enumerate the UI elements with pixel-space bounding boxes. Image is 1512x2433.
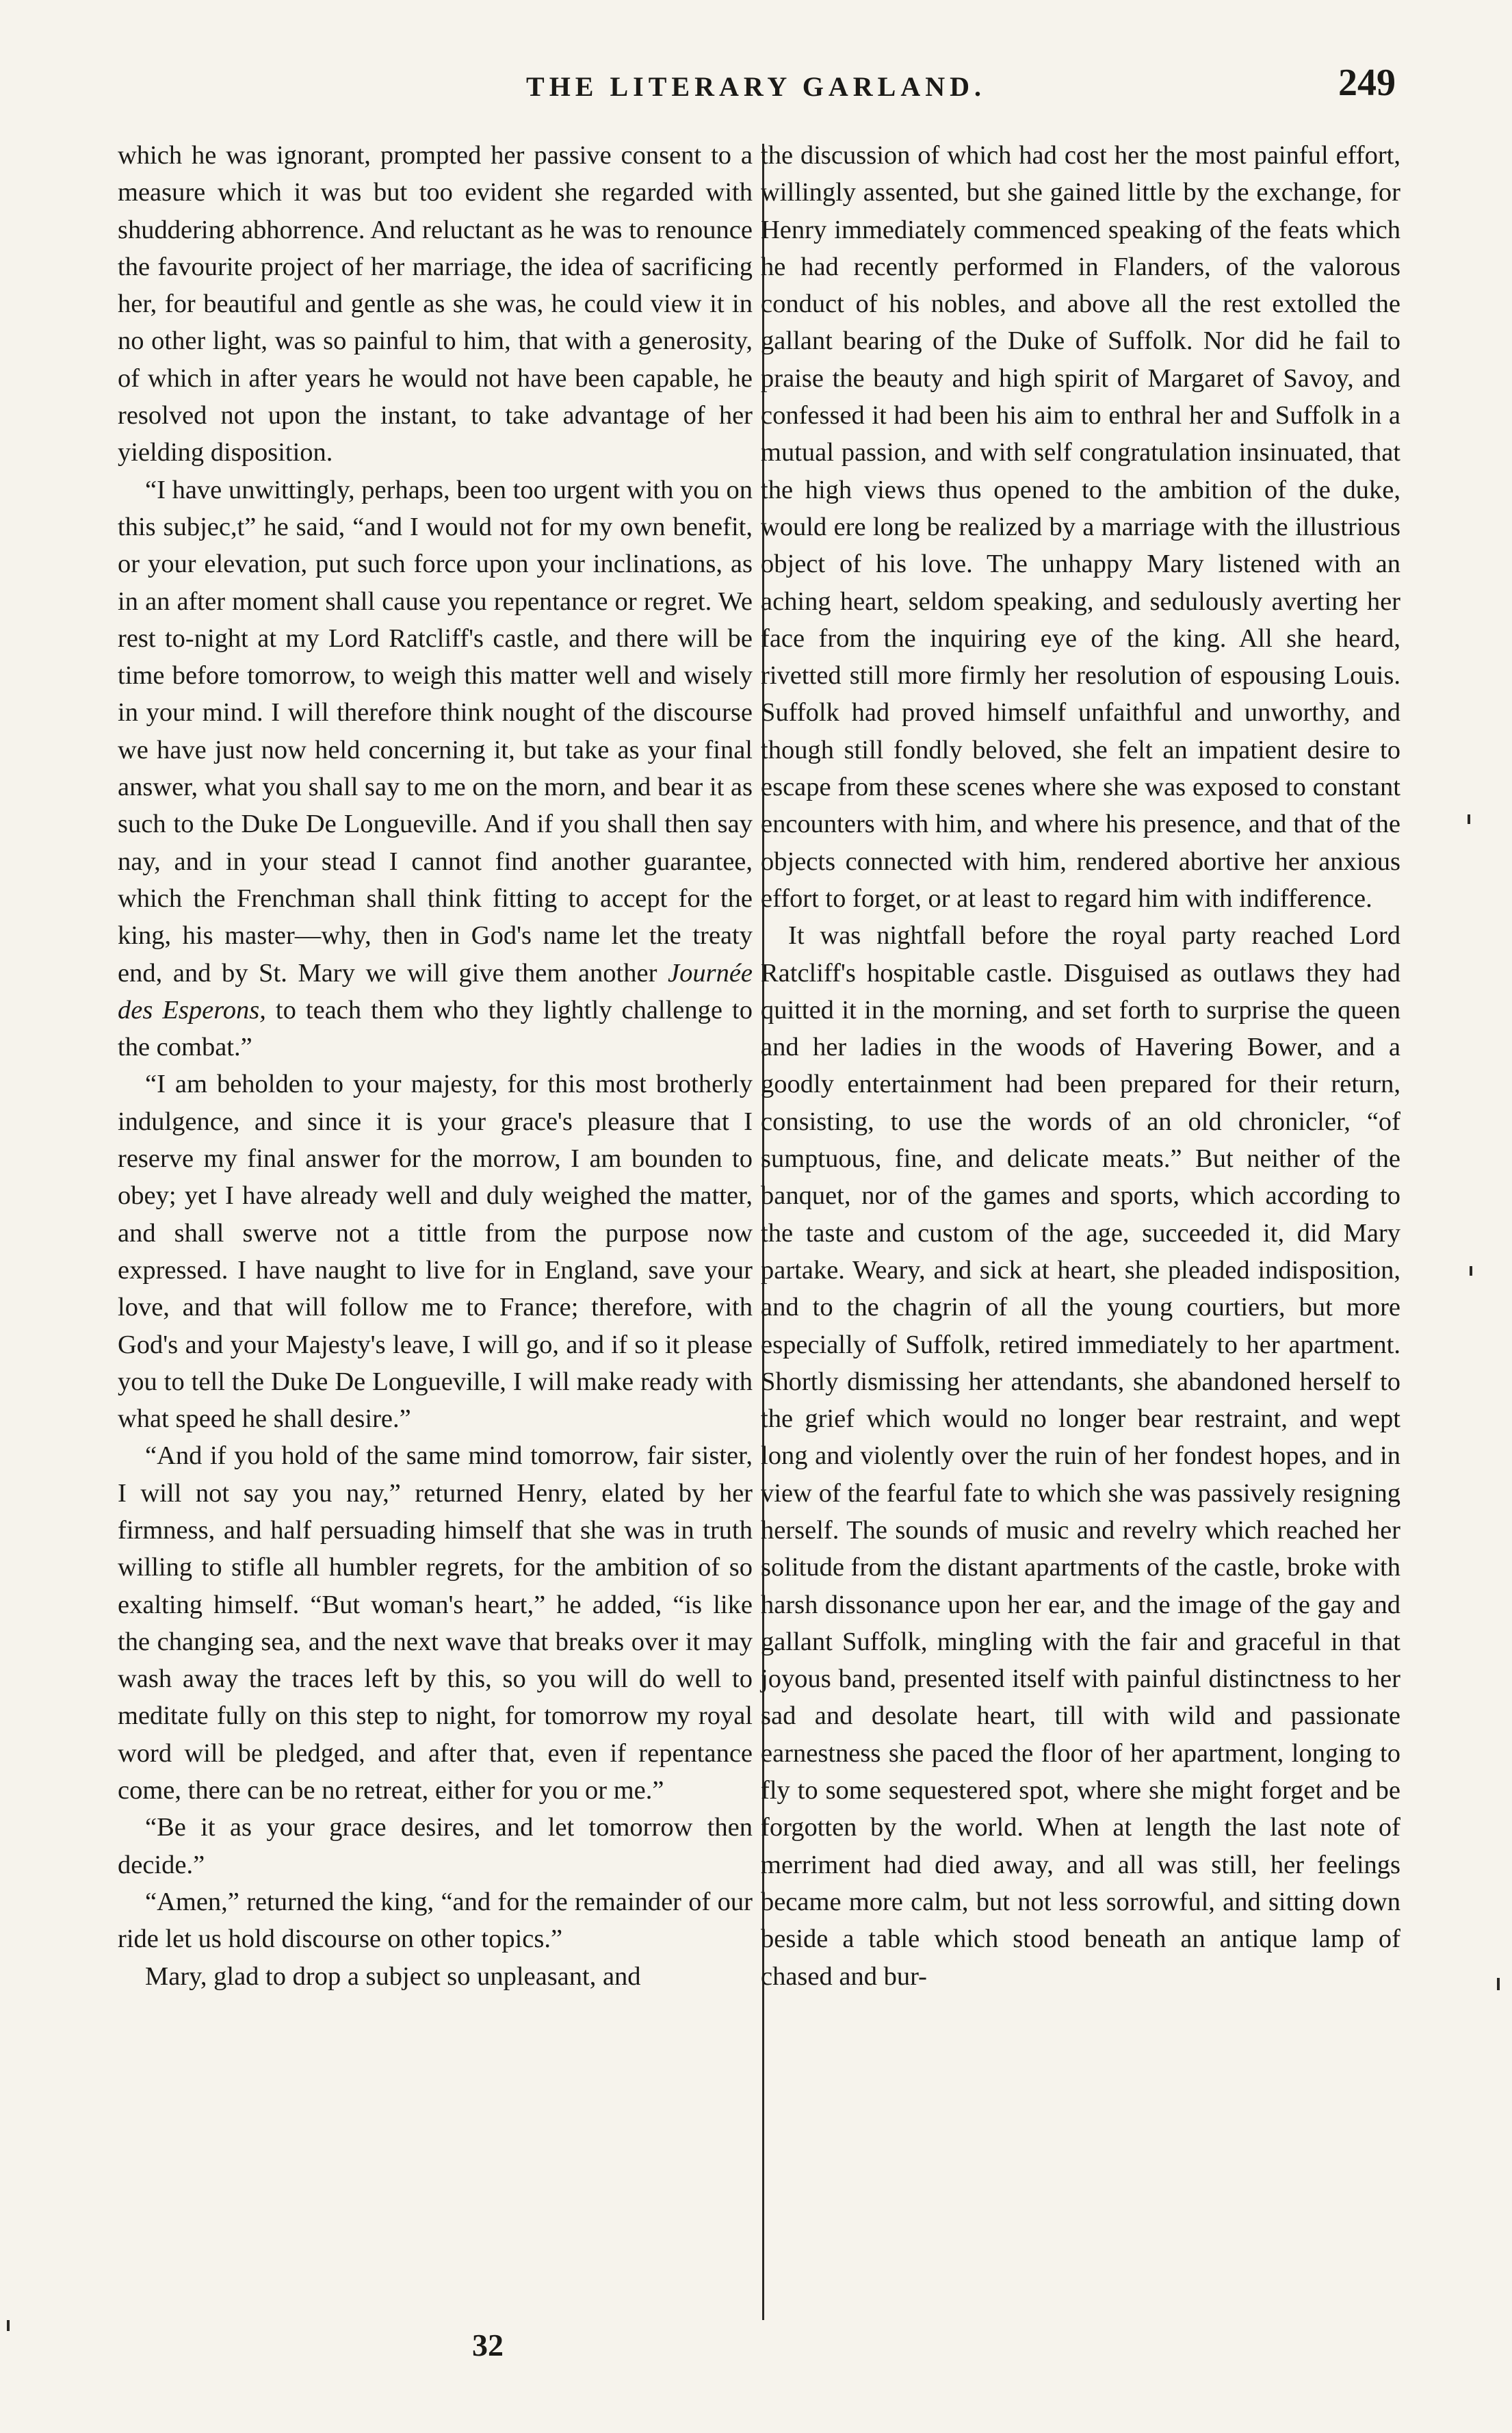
page-header: [116, 62, 1396, 120]
margin-mark: [1470, 1266, 1472, 1276]
margin-mark: [1468, 814, 1470, 824]
page-number: 249: [1338, 62, 1396, 104]
running-title: THE LITERARY GARLAND.: [526, 71, 986, 102]
margin-mark: [1497, 1978, 1500, 1990]
left-column: [118, 137, 753, 1995]
signature-mark: 32: [472, 2328, 504, 2363]
paragraph: “I am beholden to your majesty, for this most brotherly indulgence, and since it is your grace's pleasure that I reserve my final answer for the morrow, I am bounden to obey; yet I have already well and duly weighed the matter, and shall swerve not a tittle from the purpose now expressed. I have naught to live for in England, save your love, and that will follow me to France; therefore, with God's and your Majesty's leave, I will go, and if so it please you to tell the Duke De Longueville, I will make ready with what speed he shall desire.”: [118, 1070, 753, 1434]
paragraph: “Amen,” returned the king, “and for the remainder of our ride let us hold discourse on other topics.”: [118, 1887, 753, 1954]
paragraph: “Be it as your grace desires, and let tomorrow then decide.”: [118, 1813, 753, 1879]
paragraph: It was nightfall before the royal party reached Lord Ratcliff's hospitable castle. Disguised as outlaws they had quitted it in the morning, and set forth to surprise the queen and her ladies in the woods of Havering Bower, and a goodly entertainment had been prepared for their return, consisting, to use the words of an old chronicler, “of sumptuous, fine, and delicate meats.” But neither of the banquet, nor of the games and sports, which according to the taste and custom of the age, succeeded it, did Mary partake. Weary, and sick at heart, she pleaded indisposition, and to the chagrin of all the young courtiers, but more especially of Suffolk, retired immediately to her apartment. Shortly dismissing her attendants, she abandoned herself to the grief which would no longer bear restraint, and wept long and violently over the ruin of her fondest hopes, and in view of the fearful fate to which she was passively resigning herself. The sounds of music and revelry which reached her solitude from the distant apartments of the castle, broke with harsh dissonance upon her ear, and the image of the gay and gallant Suffolk, mingling with the fair and graceful in that joyous band, presented itself with painful distinctness to her sad and desolate heart, till with wild and passionate earnestness she paced the floor of her apartment, longing to fly to some sequestered spot, where she might forget and be forgotten by the world. When at length the last note of merriment had died away, and all was still, her feelings became more calm, but not less sorrowful, and sitting down beside a table which stood beneath an antique lamp of chased and bur-: [761, 921, 1400, 1991]
right-column: [761, 137, 1400, 1995]
paragraph-text: “I have unwittingly, perhaps, been too urgent with you on this subjec,t” he said, “and I would not for my own benefit, or your elevation, put such force upon your inclinations, as in an after moment shall cause you repentance or regret. We rest to-night at my Lord Ratcliff's castle, and there will be time before tomorrow, to weigh this matter well and wisely in your mind. I will therefore think nought of the discourse we have just now held concerning it, but take as your final answer, what you shall say to me on the morn, and bear it as such to the Duke De Longueville. And if you shall then say nay, and in your stead I cannot find another guarantee, which the Frenchman shall think fitting to accept for the king, his master—why, then in God's name let the treaty end, and by St. Mary we will give them another: [118, 475, 753, 988]
paragraph: [118, 472, 753, 1066]
paragraph: “And if you hold of the same mind tomorrow, fair sister, I will not say you nay,” returned Henry, elated by her firmness, and half persuading himself that she was in truth willing to stifle all humbler regrets, for the ambition of so exalting himself. “But woman's heart,” he added, “is like the changing sea, and the next wave that breaks over it may wash away the traces left by this, so you will do well to meditate fully on this step to night, for tomorrow my royal word will be pledged, and after that, even if repentance come, there can be no retreat, either for you or me.”: [118, 1441, 753, 1805]
paragraph: the discussion of which had cost her the most painful effort, willingly assented, but she gained little by the exchange, for Henry immediately commenced speaking of the feats which he had recently performed in Flanders, of the valorous conduct of his nobles, and above all the rest extolled the gallant bearing of the Duke of Suffolk. Nor did he fail to praise the beauty and high spirit of Margaret of Savoy, and confessed it had been his aim to enthral her and Suffolk in a mutual passion, and with self congratulation insinuated, that the high views thus opened to the ambition of the duke, would ere long be realized by a marriage with the illustrious object of his love. The unhappy Mary listened with an aching heart, seldom speaking, and sedulously averting her face from the inquiring eye of the king. All she heard, rivetted still more firmly her resolution of espousing Louis. Suffolk had proved himself unfaithful and unworthy, and though still fondly beloved, she felt an impatient desire to escape from these scenes where she was exposed to constant encounters with him, and where his presence, and that of the objects connected with him, rendered abortive her anxious effort to forget, or at least to regard him with indifference.: [761, 141, 1400, 913]
paragraph: Mary, glad to drop a subject so unpleasant, and: [145, 1961, 641, 1991]
italic-phrase: Journée des Esperons,: [118, 958, 753, 1025]
margin-mark: [7, 2320, 10, 2331]
paragraph: which he was ignorant, prompted her passive consent to a measure which it was but too evident she regarded with shuddering abhorrence. And reluctant as he was to renounce the favourite project of her marriage, the idea of sacrificing her, for beautiful and gentle as she was, he could view it in no other light, was so painful to him, that with a generosity, of which in after years he would not have been capable, he resolved not upon the instant, to take advantage of her yielding disposition.: [118, 141, 753, 467]
paragraph-text: to teach them who they lightly challenge to the combat.”: [118, 995, 753, 1062]
